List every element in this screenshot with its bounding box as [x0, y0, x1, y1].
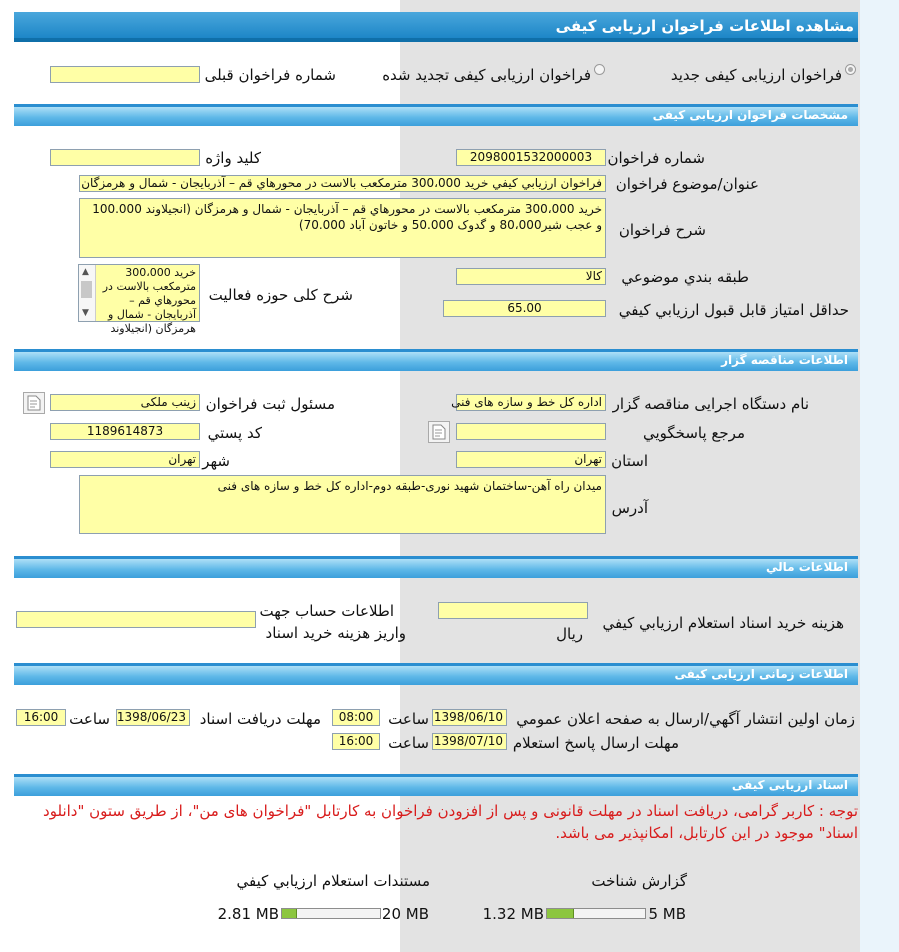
scroll-up-arrow-icon[interactable]: ▲	[82, 267, 89, 277]
docs-progress-bar	[281, 908, 381, 919]
receive-date-field[interactable]: 1398/06/23	[116, 709, 190, 726]
label-reply: مهلت ارسال پاسخ استعلام	[512, 734, 679, 752]
label-docs: مستندات استعلام ارزيابي کيفي	[236, 872, 430, 890]
page-header	[14, 12, 858, 42]
label-previous-call: شماره فراخوان قبلی	[204, 66, 336, 84]
scope-textarea[interactable]: خريد 300،000 مترمکعب بالاست در محورهاي قم – آذربايجان - شمال و هرمزگان (انجيلاوند	[78, 264, 200, 322]
docs-max: 20 MB	[381, 905, 429, 923]
publish-time-field[interactable]: 08:00	[332, 709, 380, 726]
label-receive-time: ساعت	[69, 710, 110, 728]
label-org: نام دستگاه اجرایی مناقصه گزار	[612, 395, 809, 413]
label-province: استان	[611, 452, 648, 470]
section-tenderer-title: اطلاعات مناقصه گزار	[721, 353, 848, 367]
report-size: 1.32 MB	[482, 905, 544, 923]
scroll-down-arrow-icon[interactable]: ▼	[82, 308, 89, 318]
label-postal: کد پستي	[207, 424, 262, 442]
label-registrar: مسئول ثبت فراخوان	[205, 395, 335, 413]
label-min-score: حداقل امتياز قابل قبول ارزيابي کيفي	[618, 301, 849, 319]
label-reply-time: ساعت	[388, 734, 429, 752]
label-publish-time: ساعت	[388, 710, 429, 728]
page-title: مشاهده اطلاعات فراخوان ارزيابی کيفی	[555, 17, 854, 35]
registrar-field[interactable]: زينب ملکی	[50, 394, 200, 411]
registrar-lookup-button[interactable]	[23, 392, 45, 414]
label-responder: مرجع پاسخگويي	[642, 424, 745, 442]
label-address: آدرس	[611, 499, 648, 517]
report-progress-fill	[547, 909, 574, 918]
label-scope: شرح کلی حوزه فعالیت	[208, 286, 353, 304]
section-documents-header	[14, 774, 858, 796]
previous-call-input[interactable]	[50, 66, 200, 83]
document-lookup-icon	[432, 424, 446, 440]
label-doc-cost: هزينه خريد اسناد استعلام ارزيابي کيفي	[602, 614, 844, 632]
keyword-field[interactable]	[50, 149, 200, 166]
scope-scrollbar[interactable]	[79, 265, 96, 321]
label-category: طبقه بندي موضوعي	[621, 268, 749, 286]
label-receive: مهلت دريافت اسناد	[199, 710, 321, 728]
description-field[interactable]: خريد 300،000 مترمکعب بالاست در محورهاي قم – آذربايجان - شمال و هرمزگان (انجيلاوند 100.000 و عجب شير80،000 و گدوک 50.000 و خاتون آباد 70.000)	[79, 198, 606, 258]
section-documents-title: اسناد ارزيابی کيفی	[731, 778, 848, 792]
reply-date-field[interactable]: 1398/07/10	[432, 733, 507, 750]
receive-time-field[interactable]: 16:00	[16, 709, 66, 726]
section-tenderer-header	[14, 349, 858, 371]
scroll-thumb[interactable]	[81, 281, 92, 298]
account-field[interactable]	[16, 611, 256, 628]
postal-field[interactable]: 1189614873	[50, 423, 200, 440]
label-new-call: فراخوان ارزيابی کيفی جديد	[670, 66, 842, 84]
label-renewed-call: فراخوان ارزيابی کيفی تجديد شده	[382, 66, 591, 84]
section-financial-title: اطلاعات مالي	[765, 560, 848, 574]
label-publish: زمان اولين انتشار آگهي/ارسال به صفحه اعلان عمومي	[516, 710, 855, 728]
doc-cost-field[interactable]	[438, 602, 588, 619]
docs-size: 2.81 MB	[217, 905, 279, 923]
label-report: گزارش شناخت	[591, 872, 687, 890]
radio-new-call[interactable]	[845, 64, 856, 75]
label-call-number: شماره فراخوان	[607, 149, 705, 167]
documents-note: توجه : کاربر گرامی، دریافت اسناد در مهلت قانونی و پس از افزودن فراخوان به کارتابل "فراخوان های من"، از طریق ستون "دانلود اسناد" موجود در این کارتابل، امکانپذیر می باشد.	[43, 802, 858, 842]
min-score-field[interactable]: 65.00	[443, 300, 606, 317]
section-timing-header	[14, 663, 858, 685]
label-keyword: کليد واژه	[205, 149, 261, 167]
org-field[interactable]: اداره کل خط و سازه های فنی	[456, 394, 606, 411]
page-edge-bg	[860, 0, 899, 952]
label-account-line2: واريز هزينه خريد اسناد	[265, 624, 406, 642]
reply-time-field[interactable]: 16:00	[332, 733, 380, 750]
city-field[interactable]: تهران	[50, 451, 200, 468]
responder-field[interactable]	[456, 423, 606, 440]
report-max: 5 MB	[648, 905, 686, 923]
responder-lookup-button[interactable]	[428, 421, 450, 443]
label-description: شرح فراخوان	[618, 221, 706, 239]
currency-label: ريال	[556, 625, 583, 643]
document-lookup-icon	[27, 395, 41, 411]
call-number-field[interactable]: 2098001532000003	[456, 149, 606, 166]
docs-progress-fill	[282, 909, 297, 918]
address-field[interactable]: ميدان راه آهن-ساختمان شهيد نوری-طبقه دوم-اداره کل خط و سازه های فنی	[79, 475, 606, 534]
section-specs-title: مشخصات فراخوان ارزيابی کيفی	[652, 108, 848, 122]
label-city: شهر	[202, 452, 230, 470]
label-account-line1: اطلاعات حساب جهت	[259, 602, 394, 620]
publish-date-field[interactable]: 1398/06/10	[432, 709, 507, 726]
section-timing-title: اطلاعات زمانی ارزيابی کيفی	[674, 667, 848, 681]
radio-renewed-call[interactable]	[594, 64, 605, 75]
category-field[interactable]: کالا	[456, 268, 606, 285]
province-field[interactable]: تهران	[456, 451, 606, 468]
report-progress-bar	[546, 908, 646, 919]
section-specs-header	[14, 104, 858, 126]
label-title: عنوان/موضوع فراخوان	[615, 175, 759, 193]
section-financial-header	[14, 556, 858, 578]
title-field[interactable]: فراخوان ارزيابي کيفي خريد 300،000 مترمکعب بالاست در محورهاي قم – آذربايجان - شمال و هرمزگان	[79, 175, 606, 192]
